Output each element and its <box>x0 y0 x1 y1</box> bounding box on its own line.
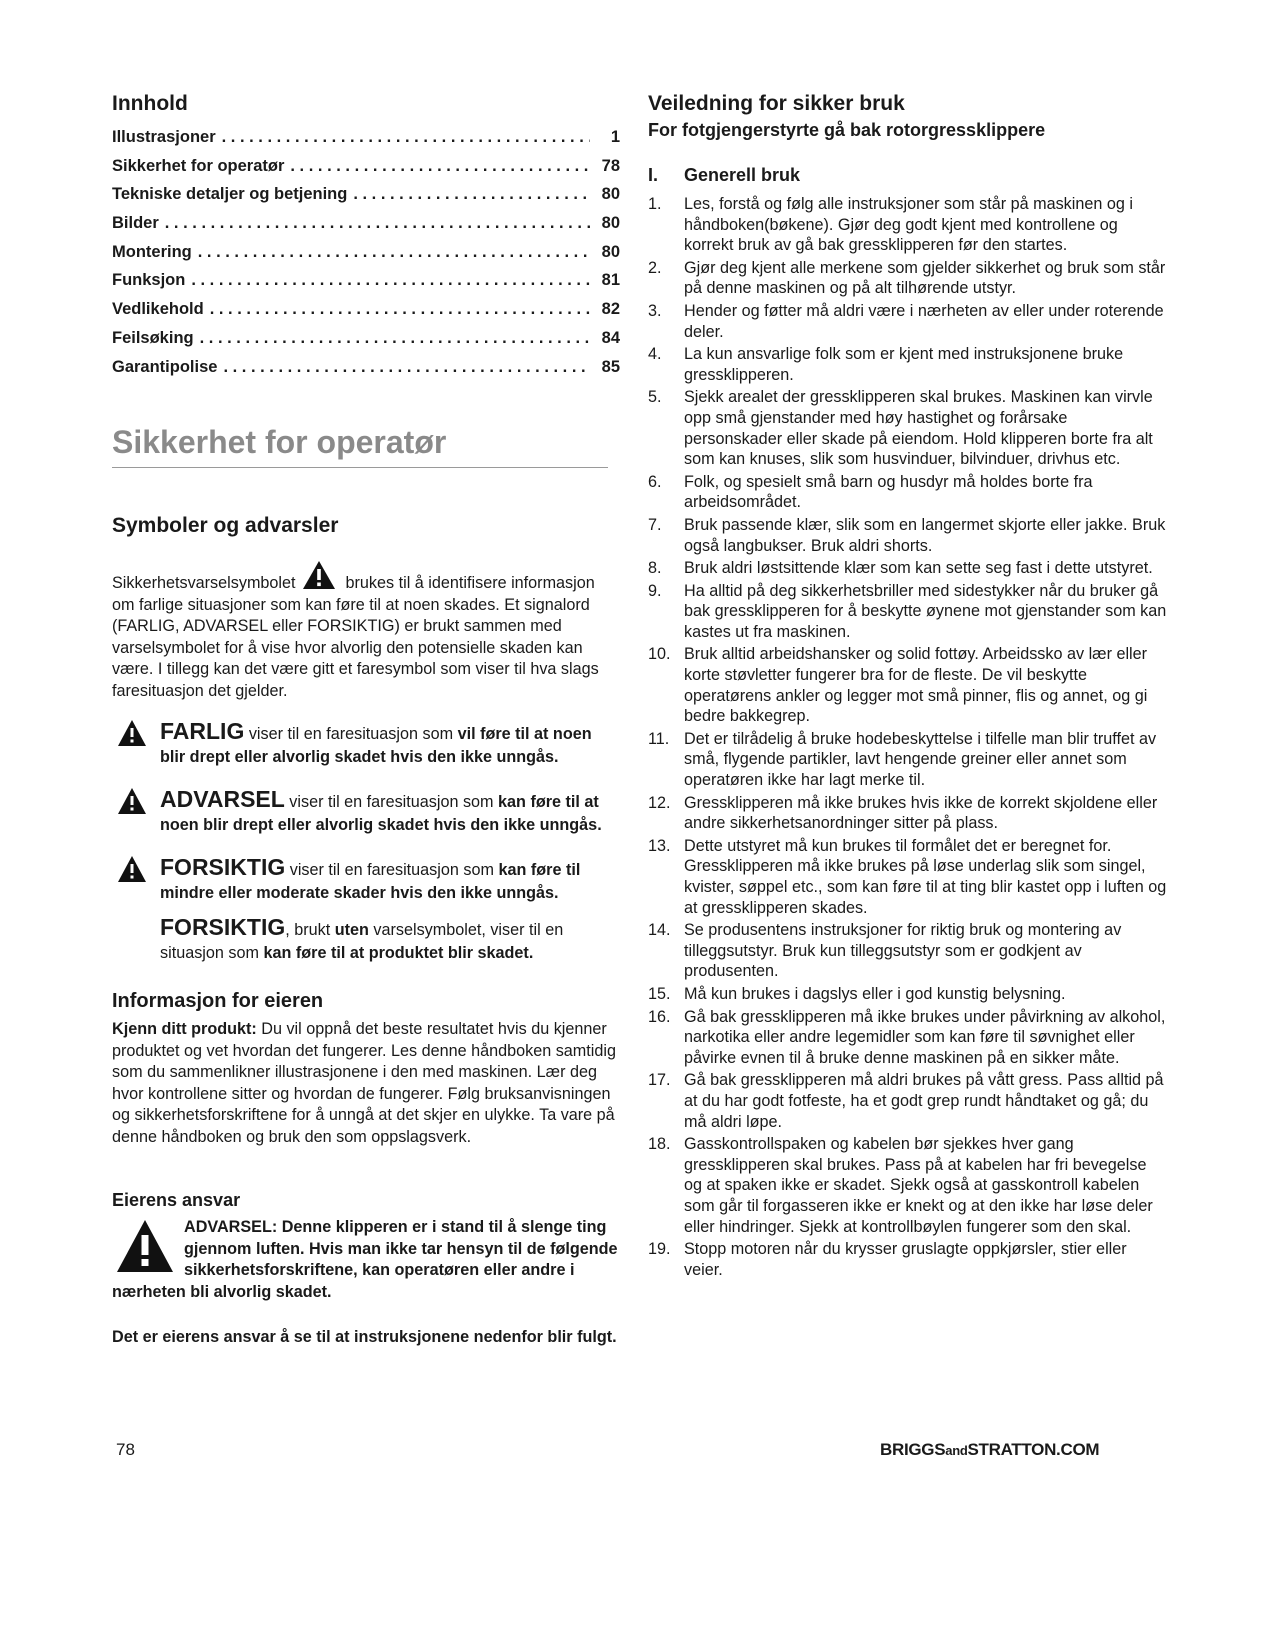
list-item-text: Det er tilrådelig å bruke hodebeskyttelse i tilfelle man blir truffet av små, flygende partikler, lavt hengende greiner eller annet som operatøren ikke har lagt merke til. <box>684 729 1157 790</box>
list-item-text: Bruk aldri løstsittende klær som kan sette seg fast i dette utstyret. <box>684 559 1153 578</box>
right-subheading: For fotgjengerstyrte gå bak rotorgressklippere <box>648 120 1046 140</box>
list-item <box>648 836 1168 918</box>
toc-entry-title: Garantipolise <box>112 357 218 376</box>
list-item-number: 18. <box>648 1135 671 1154</box>
signal-text: , brukt <box>285 921 335 940</box>
toc-entry-page: 80 <box>601 185 620 204</box>
toc-entry[interactable] <box>112 271 620 300</box>
list-item-number: 6. <box>648 472 662 491</box>
list-item-number: 17. <box>648 1071 671 1090</box>
brand-part-b: STRATTON.COM <box>967 1440 1100 1459</box>
list-item-number: 14. <box>648 921 671 940</box>
page-number: 78 <box>116 1440 135 1459</box>
toc-entry[interactable] <box>112 157 620 186</box>
toc-entry[interactable] <box>112 243 620 272</box>
list-item <box>648 1239 1168 1280</box>
list-item-text: Dette utstyret må kun brukes til formålet det er beregnet for. Gressklipperen må ikke brukes på løse underlag slik som singel, kvister, søppel etc., som kan føre til at ting blir kastet opp i luften og at gressklipperen skades. <box>684 836 1167 917</box>
signal-text: viser til en faresituasjon som <box>284 793 499 812</box>
section-title: Sikkerhet for operatør <box>112 424 608 468</box>
list-item <box>648 729 1168 791</box>
toc-entry-title: Feilsøking <box>112 328 194 347</box>
toc-leader <box>191 271 590 290</box>
toc-entry[interactable] <box>112 214 620 243</box>
toc-leader <box>222 128 590 147</box>
list-item-text: Gasskontrollspaken og kabelen bør sjekkes hver gang gressklipperen skal brukes. Pass på at kabelen har fri bevegelse og at spaken ikke er skadet. Sjekk også at gasskontroll kabelen som går til forgasseren ikke er knekt og at den ikke har løse deler eller hindringer. Sjekk at kontrollbøylen fungerer som den skal. <box>684 1135 1153 1236</box>
symbols-intro-b: brukes til å identifisere informasjon om farlige situasjoner som kan føre til at noen skades. Et signalord (FARLIG, ADVARSEL eller FORSIKTIG) er brukt sammen med varselsymbolet for å vise hvor alvorlig den potensielle skaden kan være. I tillegg kan det være gitt et faresymbol som viser til hva slags faresituasjon det gjelder. <box>112 574 599 700</box>
toc-entry[interactable] <box>112 128 620 157</box>
toc-entry-page: 80 <box>601 214 620 233</box>
toc-entry[interactable] <box>112 358 620 387</box>
list-item-number: 15. <box>648 984 671 1003</box>
list-item-text: Se produsentens instruksjoner for riktig bruk og montering av tilleggsutstyr. Bruk kun tilleggsutstyr som er godkjent av produsenten. <box>684 921 1122 981</box>
list-item <box>648 1007 1168 1069</box>
right-column <box>648 92 1168 1282</box>
toc-leader <box>210 300 590 319</box>
signal-word: FARLIG <box>160 718 245 745</box>
list-item <box>648 301 1168 342</box>
general-use-title: Generell bruk <box>684 165 801 185</box>
signal-forsiktig <box>112 856 620 904</box>
list-item-text: Ha alltid på deg sikkerhetsbriller med sidestykker når du bruker gå bak gressklipperen for å beskytte øynene mot gjenstander som kan kastes ut fra maskinen. <box>684 581 1167 641</box>
signal-advarsel <box>112 788 620 836</box>
list-item-number: 7. <box>648 515 662 534</box>
list-item-number: 8. <box>648 559 662 578</box>
signal-strong-text: vil føre til at noen blir drept eller alvorlig skadet hvis den ikke unngås. <box>160 725 592 766</box>
list-item <box>648 920 1168 982</box>
list-item <box>648 644 1168 726</box>
signal-forsiktig-no-symbol <box>112 916 620 964</box>
brand-part-and: and <box>945 1443 968 1458</box>
list-item-text: Les, forstå og følg alle instruksjoner som står på maskinen og i håndboken(bøkene). Gjør deg godt kjent med kontrollene og korrekt bruk av gå bak gressklipperen før den startes. <box>684 195 1133 255</box>
list-item <box>648 344 1168 385</box>
left-column <box>112 92 620 1349</box>
toc-entry-title: Bilder <box>112 214 159 233</box>
list-item-text: Bruk alltid arbeidshansker og solid fottøy. Arbeidssko av lær eller korte støvletter fungerer bra for de fleste. De vil beskytte operatørens ankler og legger mot små pinner, flis og annet, og gi bedre bakkegrep. <box>684 645 1148 726</box>
signal-text: viser til en faresituasjon som <box>285 861 499 880</box>
list-item-text: Stopp motoren når du krysser gruslagte oppkjørsler, stier eller veier. <box>684 1240 1127 1279</box>
list-item-number: 19. <box>648 1240 671 1259</box>
owner-info-heading: Informasjon for eieren <box>112 990 324 1013</box>
symbols-intro <box>112 560 620 702</box>
list-item-number: 1. <box>648 195 662 213</box>
toc-entry-title: Montering <box>112 242 192 261</box>
list-item <box>648 558 1168 579</box>
list-item-number: 11. <box>648 729 670 748</box>
signal-word: ADVARSEL <box>160 786 285 813</box>
brand-part-a: BRIGGS <box>880 1440 946 1459</box>
signal-strong-text: kan føre til at produktet blir skadet. <box>263 943 534 962</box>
list-item <box>648 472 1168 513</box>
symbols-intro-a: Sikkerhetsvarselsymbolet <box>112 574 296 593</box>
list-item <box>648 793 1168 834</box>
signal-text: viser til en faresituasjon som <box>244 725 458 744</box>
list-item <box>648 194 1168 256</box>
toc-entry-page: 81 <box>601 271 620 290</box>
toc-entry-title: Funksjon <box>112 271 186 290</box>
signal-strong-text: kan føre til at noen blir drept eller alvorlig skadet hvis den ikke unngås. <box>160 793 602 834</box>
list-item <box>648 258 1168 299</box>
list-item <box>648 581 1168 643</box>
owner-responsibility-closing: Det er eierens ansvar å se til at instruksjonene nedenfor blir fulgt. <box>112 1328 617 1347</box>
signal-text: varselsymbolet, viser til en situasjon som <box>160 921 564 962</box>
warning-triangle-icon <box>116 1219 174 1273</box>
owner-info-text <box>112 1019 620 1148</box>
general-use-heading <box>648 165 1168 186</box>
signal-strong-text: kan føre til mindre eller moderate skader hvis den ikke unngås. <box>160 861 581 902</box>
list-item-text: La kun ansvarlige folk som er kjent med instruksjonene bruke gressklipperen. <box>684 345 1124 384</box>
safety-rules-list <box>648 194 1168 1280</box>
toc-entry-page: 1 <box>610 128 620 146</box>
toc-entry-page: 82 <box>601 300 620 319</box>
owner-responsibility-heading: Eierens ansvar <box>112 1190 241 1211</box>
toc-entry-title: Sikkerhet for operatør <box>112 156 285 175</box>
toc-leader <box>223 358 590 377</box>
warning-triangle-icon <box>118 788 146 814</box>
list-item-number: 4. <box>648 345 662 364</box>
list-item-text: Gjør deg kjent alle merkene som gjelder sikkerhet og bruk som står på denne maskinen og på alt tilhørende utstyr. <box>684 258 1166 298</box>
list-item-text: Gressklipperen må ikke brukes hvis ikke de korrekt skjoldene eller andre sikkerhetsanordninger sitter på plass. <box>684 793 1158 833</box>
list-item <box>648 387 1168 469</box>
warning-triangle-icon <box>302 560 336 590</box>
signal-farlig <box>112 720 620 768</box>
brand-url[interactable] <box>880 1440 1099 1460</box>
signal-strong-text: uten <box>334 921 369 940</box>
toc-entry-page: 78 <box>601 156 620 175</box>
owner-info-body: Du vil oppnå det beste resultatet hvis du kjenner produktet og vet hvordan det fungerer. Les denne håndboken samtidig som du sammenlikner illustrasjonene i den med maskinen. Lær deg hvor kontrollene sitter og hvordan de fungerer. Følg bruksanvisningen og sikkerhetsforskriftene for å unngå at det skjer en ulykke. Ta vare på denne håndboken og bruk den som oppslagsverk. <box>112 1020 616 1146</box>
toc-leader <box>198 243 590 262</box>
list-item-number: 16. <box>648 1007 671 1026</box>
symbols-heading: Symboler og advarsler <box>112 514 339 538</box>
toc-entry-title: Tekniske detaljer og betjening <box>112 185 348 204</box>
list-item <box>648 1070 1168 1132</box>
list-item-text: Gå bak gressklipperen må aldri brukes på vått gress. Pass alltid på at du har godt fotfeste, ha et godt grep rundt håndtaket og gå; du må aldri løpe. <box>684 1071 1164 1131</box>
toc-leader <box>200 329 590 348</box>
right-heading: Veiledning for sikker bruk <box>648 92 905 115</box>
owner-responsibility-warning <box>112 1217 620 1303</box>
toc-leader <box>290 157 590 176</box>
list-item-number: 13. <box>648 836 671 855</box>
toc-entry-page: 84 <box>601 328 620 347</box>
owner-info-lead: Kjenn ditt produkt: <box>112 1020 257 1039</box>
list-item-number: 5. <box>648 388 662 407</box>
toc-leader <box>165 214 590 233</box>
toc-leader <box>353 185 590 204</box>
warning-triangle-icon <box>118 856 146 882</box>
toc-entry-page: 85 <box>601 357 620 376</box>
toc-entry-title: Vedlikehold <box>112 300 204 319</box>
list-item-number: 10. <box>648 645 671 664</box>
toc-entry[interactable] <box>112 185 620 214</box>
list-item-text: Gå bak gressklipperen må ikke brukes under påvirkning av alkohol, narkotika eller andre legemidler som kan føre til søvnighet eller påvirke evnen til å bruke denne maskinen på en sikker måte. <box>684 1007 1166 1067</box>
toc-heading: Innhold <box>112 92 188 115</box>
list-item-text: Må kun brukes i dagslys eller i god kunstig belysning. <box>684 984 1066 1003</box>
list-item <box>648 1134 1168 1237</box>
list-item <box>648 984 1168 1005</box>
table-of-contents <box>112 128 620 386</box>
warning-triangle-icon <box>118 720 146 746</box>
signal-word: FORSIKTIG <box>160 914 286 941</box>
signal-word: FORSIKTIG <box>160 854 286 881</box>
toc-entry[interactable] <box>112 329 620 358</box>
section-number: I. <box>648 165 659 185</box>
owner-warning-text: ADVARSEL: Denne klipperen er i stand til å slenge ting gjennom luften. Hvis man ikke tar hensyn til de følgende sikkerhetsforskriftene, kan operatøren eller andre i nærheten bli alvorlig skadet. <box>112 1218 618 1301</box>
toc-entry[interactable] <box>112 300 620 329</box>
list-item-text: Folk, og spesielt små barn og husdyr må holdes borte fra arbeidsområdet. <box>684 472 1093 512</box>
list-item <box>648 515 1168 556</box>
toc-entry-title: Illustrasjoner <box>112 128 216 146</box>
toc-entry-page: 80 <box>601 242 620 261</box>
list-item-text: Hender og føtter må aldri være i nærheten av eller under roterende deler. <box>684 301 1164 341</box>
list-item-number: 3. <box>648 301 662 320</box>
list-item-number: 9. <box>648 581 662 600</box>
list-item-text: Sjekk arealet der gressklipperen skal brukes. Maskinen kan virvle opp små gjenstander med høy hastighet og forårsake personskader eller skade på eiendom. Hold klipperen borte fra alt som kan knuses, slik som husvinduer, bilvinduer, drivhus etc. <box>684 388 1153 469</box>
list-item-number: 12. <box>648 793 671 812</box>
list-item-number: 2. <box>648 258 662 277</box>
list-item-text: Bruk passende klær, slik som en langermet skjorte eller jakke. Bruk også langbukser. Bruk aldri shorts. <box>684 515 1166 555</box>
